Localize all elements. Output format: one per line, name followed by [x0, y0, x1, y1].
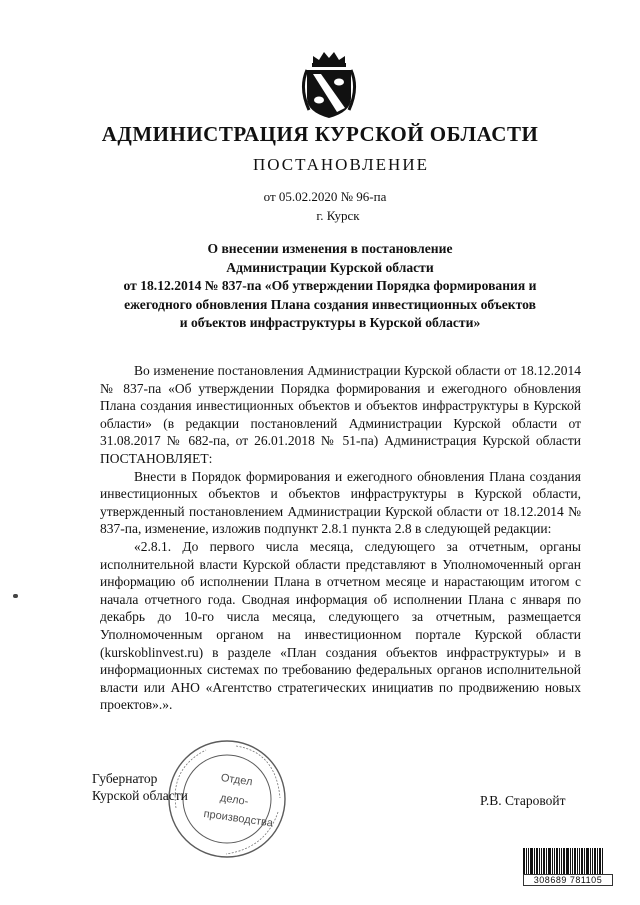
- barcode-number: 308689 781105: [523, 874, 613, 886]
- barcode-bar: [563, 848, 565, 874]
- barcode-bar: [599, 848, 601, 874]
- subject-line: ежегодного обновления Плана создания инвестиционных объектов: [124, 296, 536, 312]
- signatory-position-line: Губернатор: [92, 771, 158, 786]
- subject-line: и объектов инфраструктуры в Курской области»: [179, 315, 481, 330]
- barcode-bar: [566, 848, 569, 874]
- barcode-bar: [572, 848, 573, 874]
- barcode-bar: [541, 848, 542, 874]
- body-paragraph: Внести в Порядок формирования и ежегодного обновления Плана создания инвестиционных объектов и объектов инфраструктуры в Курской области, утвержденный постановлением Администрации Курской области от 18.12.2014 № 837-па, изменение, изложив подпункт 2.8.1 пункта 2.8 в следующей редакции:: [100, 468, 581, 537]
- barcode-bar: [592, 848, 593, 874]
- barcode-bar: [526, 848, 527, 874]
- barcode-bar: [554, 848, 555, 874]
- barcode-bar: [590, 848, 591, 874]
- signatory-name: Р.В. Старовойт: [480, 793, 566, 808]
- document-body: [100, 362, 581, 714]
- document-barcode: [523, 848, 613, 888]
- barcode-bar: [586, 848, 589, 874]
- barcode-bar: [530, 848, 533, 874]
- kursk-coat-of-arms-icon: [299, 48, 359, 120]
- barcode-bar: [543, 848, 545, 874]
- barcode-bar: [539, 848, 540, 874]
- barcode-bar: [597, 848, 598, 874]
- barcode-bar: [528, 848, 529, 874]
- barcode-bar: [581, 848, 583, 874]
- document-subject: [80, 240, 580, 333]
- barcode-bar: [602, 848, 603, 874]
- subject-line: О внесении изменения в постановление: [207, 241, 453, 256]
- stamp-text-line: Отдел: [220, 772, 254, 789]
- barcode-bar: [594, 848, 596, 874]
- scan-speck: [13, 594, 18, 598]
- stamp-text-line: производства: [202, 807, 274, 830]
- subject-line: Администрации Курской области: [226, 259, 434, 275]
- document-type: ПОСТАНОВЛЕНИЕ: [252, 155, 429, 174]
- barcode-bar: [574, 848, 576, 874]
- barcode-bar: [534, 848, 535, 874]
- barcode-bar: [570, 848, 571, 874]
- document-date-number: от 05.02.2020 № 96-па: [263, 189, 387, 204]
- barcode-bar: [548, 848, 551, 874]
- signatory-position-line: Курской области: [92, 788, 188, 803]
- stamp-text-line: дело-: [219, 792, 250, 808]
- barcode-bars: [523, 848, 613, 874]
- barcode-bar: [577, 848, 578, 874]
- body-paragraph: Во изменение постановления Администрации Курской области от 18.12.2014 № 837-па «Об утверждении Порядка формирования и ежегодного обновления Плана создания инвестиционных объектов и объектов инфраструктуры в Курской области» (в редакции постановлений Администрации Курской области от 31.08.2017 № 682-па, от 26.01.2018 № 51-па) Администрация Курской области ПОСТАНОВЛЯЕТ:: [100, 363, 581, 466]
- body-paragraph: «2.8.1. До первого числа месяца, следующего за отчетным, органы исполнительной власти Курской области представляют в Уполномоченный орган информацию об исполнении Плана в отчетном месяце и нарастающим итогом с начала отчетного года. Сводная информация об исполнении Плана с января по декабрь до 10-го числа месяца, следующего за отчетным, размещается Уполномоченным органом на инвестиционном портале Курской области (kurskoblinvest.ru) в разделе «План создания объектов инфраструктуры» и в информационных системах по требованию федеральных органов исполнительной власти или АНО «Агентство стратегических инициатив по продвижению новых проектов».».: [100, 538, 581, 713]
- barcode-bar: [561, 848, 562, 874]
- barcode-bar: [546, 848, 547, 874]
- barcode-bar: [552, 848, 553, 874]
- barcode-bar: [579, 848, 580, 874]
- barcode-bar: [536, 848, 538, 874]
- subject-line: от 18.12.2014 № 837-па «Об утверждении Порядка формирования и: [123, 278, 537, 293]
- barcode-bar: [584, 848, 585, 874]
- barcode-bar: [523, 848, 525, 874]
- barcode-bar: [559, 848, 560, 874]
- barcode-bar: [556, 848, 558, 874]
- document-city: г. Курск: [316, 208, 360, 223]
- org-title: АДМИНИСТРАЦИЯ КУРСКОЙ ОБЛАСТИ: [101, 122, 539, 146]
- signatory-position: [92, 770, 188, 804]
